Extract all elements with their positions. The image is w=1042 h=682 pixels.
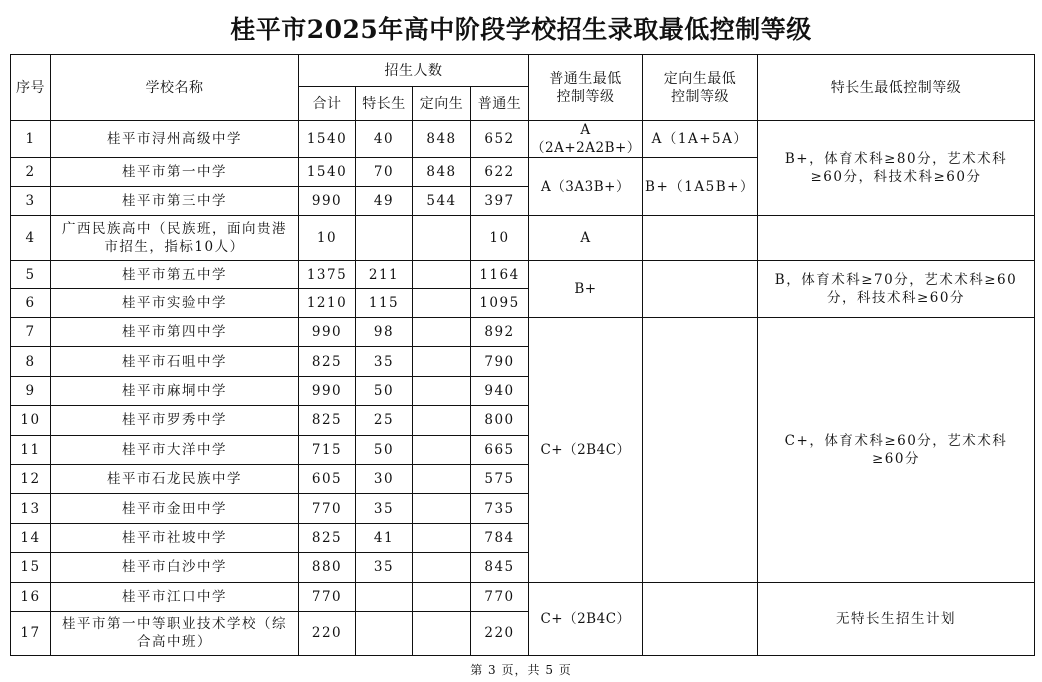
seq-cell: 10 — [11, 406, 51, 435]
header-row-1 — [11, 55, 1035, 87]
total-cell: 1375 — [299, 261, 356, 289]
seq-cell: 17 — [11, 611, 51, 655]
special-grade-cell: C+，体育术科≥60分，艺术术科≥60分 — [758, 318, 1035, 583]
header-school: 学校名称 — [51, 55, 299, 121]
seq-cell: 6 — [11, 289, 51, 318]
special-count-cell: 35 — [356, 553, 413, 582]
header-enroll: 招生人数 — [299, 55, 529, 87]
regular-count-cell: 940 — [471, 376, 529, 405]
school-name-cell: 桂平市第一中等职业技术学校（综合高中班） — [51, 611, 299, 655]
directed-grade-cell — [643, 582, 758, 655]
regular-count-cell: 220 — [471, 611, 529, 655]
seq-cell: 14 — [11, 523, 51, 552]
special-count-cell — [356, 216, 413, 261]
special-count-cell: 40 — [356, 121, 413, 158]
special-count-cell: 35 — [356, 347, 413, 376]
regular-grade-cell: C+（2B4C） — [529, 318, 643, 583]
school-name-cell: 桂平市罗秀中学 — [51, 406, 299, 435]
regular-count-cell: 622 — [471, 158, 529, 187]
regular-count-cell: 10 — [471, 216, 529, 261]
total-cell: 770 — [299, 582, 356, 611]
seq-cell: 15 — [11, 553, 51, 582]
special-count-cell: 41 — [356, 523, 413, 552]
seq-cell: 9 — [11, 376, 51, 405]
school-name-cell: 桂平市第一中学 — [51, 158, 299, 187]
special-grade-cell — [758, 216, 1035, 261]
directed-count-cell: 544 — [413, 187, 471, 216]
header-directed-grade: 定向生最低控制等级 — [643, 55, 758, 121]
directed-count-cell — [413, 582, 471, 611]
total-cell: 990 — [299, 187, 356, 216]
table-row — [11, 318, 1035, 347]
school-name-cell: 桂平市石龙民族中学 — [51, 464, 299, 493]
total-cell: 770 — [299, 494, 356, 523]
regular-grade-cell: A（3A3B+） — [529, 158, 643, 216]
total-cell: 220 — [299, 611, 356, 655]
directed-count-cell — [413, 347, 471, 376]
directed-grade-cell — [643, 261, 758, 318]
regular-count-cell: 892 — [471, 318, 529, 347]
regular-grade-cell: A（2A+2A2B+） — [529, 121, 643, 158]
directed-count-cell — [413, 289, 471, 318]
directed-count-cell — [413, 523, 471, 552]
special-count-cell: 50 — [356, 435, 413, 464]
regular-count-cell: 1164 — [471, 261, 529, 289]
total-cell: 10 — [299, 216, 356, 261]
special-count-cell: 211 — [356, 261, 413, 289]
directed-count-cell — [413, 406, 471, 435]
school-name-cell: 桂平市浔州高级中学 — [51, 121, 299, 158]
regular-count-cell: 1095 — [471, 289, 529, 318]
seq-cell: 7 — [11, 318, 51, 347]
header-total: 合计 — [299, 87, 356, 121]
page-number: 第 3 页，共 5 页 — [470, 663, 572, 677]
school-name-cell: 桂平市第四中学 — [51, 318, 299, 347]
seq-cell: 5 — [11, 261, 51, 289]
special-count-cell: 30 — [356, 464, 413, 493]
school-name-cell: 桂平市第三中学 — [51, 187, 299, 216]
directed-count-cell — [413, 376, 471, 405]
total-cell: 825 — [299, 406, 356, 435]
seq-cell: 3 — [11, 187, 51, 216]
seq-cell: 4 — [11, 216, 51, 261]
school-name-cell: 桂平市江口中学 — [51, 582, 299, 611]
regular-count-cell: 665 — [471, 435, 529, 464]
directed-count-cell: 848 — [413, 158, 471, 187]
school-name-cell: 桂平市社坡中学 — [51, 523, 299, 552]
total-cell: 990 — [299, 376, 356, 405]
seq-cell: 1 — [11, 121, 51, 158]
header-seq: 序号 — [11, 55, 51, 121]
school-name-cell: 广西民族高中（民族班，面向贵港市招生，指标10人） — [51, 216, 299, 261]
directed-grade-cell: A（1A+5A） — [643, 121, 758, 158]
regular-count-cell: 575 — [471, 464, 529, 493]
document-title: 桂平市2025年高中阶段学校招生录取最低控制等级 — [230, 15, 812, 44]
directed-count-cell — [413, 494, 471, 523]
special-count-cell: 115 — [356, 289, 413, 318]
school-name-cell: 桂平市金田中学 — [51, 494, 299, 523]
directed-count-cell — [413, 318, 471, 347]
special-grade-cell: B+，体育术科≥80分，艺术术科≥60分，科技术科≥60分 — [758, 121, 1035, 216]
total-cell: 880 — [299, 553, 356, 582]
school-name-cell: 桂平市麻垌中学 — [51, 376, 299, 405]
header-directed: 定向生 — [413, 87, 471, 121]
seq-cell: 13 — [11, 494, 51, 523]
total-cell: 1540 — [299, 121, 356, 158]
seq-cell: 12 — [11, 464, 51, 493]
header-regular: 普通生 — [471, 87, 529, 121]
header-special: 特长生 — [356, 87, 413, 121]
total-cell: 1210 — [299, 289, 356, 318]
special-count-cell — [356, 611, 413, 655]
table-row — [11, 216, 1035, 261]
regular-count-cell: 800 — [471, 406, 529, 435]
total-cell: 605 — [299, 464, 356, 493]
regular-grade-cell: C+（2B4C） — [529, 582, 643, 655]
special-count-cell: 98 — [356, 318, 413, 347]
total-cell: 825 — [299, 523, 356, 552]
regular-count-cell: 784 — [471, 523, 529, 552]
special-count-cell: 49 — [356, 187, 413, 216]
directed-grade-cell — [643, 216, 758, 261]
regular-count-cell: 770 — [471, 582, 529, 611]
total-cell: 1540 — [299, 158, 356, 187]
regular-count-cell: 397 — [471, 187, 529, 216]
header-regular-grade: 普通生最低控制等级 — [529, 55, 643, 121]
regular-count-cell: 735 — [471, 494, 529, 523]
special-count-cell: 35 — [356, 494, 413, 523]
table-body — [11, 121, 1035, 656]
seq-cell: 11 — [11, 435, 51, 464]
school-name-cell: 桂平市第五中学 — [51, 261, 299, 289]
regular-count-cell: 790 — [471, 347, 529, 376]
school-name-cell: 桂平市白沙中学 — [51, 553, 299, 582]
regular-grade-cell: A — [529, 216, 643, 261]
directed-count-cell: 848 — [413, 121, 471, 158]
special-grade-cell: 无特长生招生计划 — [758, 582, 1035, 655]
special-grade-cell: B，体育术科≥70分，艺术术科≥60分，科技术科≥60分 — [758, 261, 1035, 318]
directed-count-cell — [413, 435, 471, 464]
school-name-cell: 桂平市实验中学 — [51, 289, 299, 318]
directed-count-cell — [413, 464, 471, 493]
regular-count-cell: 845 — [471, 553, 529, 582]
directed-count-cell — [413, 553, 471, 582]
total-cell: 990 — [299, 318, 356, 347]
special-count-cell: 25 — [356, 406, 413, 435]
directed-count-cell — [413, 216, 471, 261]
regular-grade-cell: B+ — [529, 261, 643, 318]
school-name-cell: 桂平市大洋中学 — [51, 435, 299, 464]
seq-cell: 8 — [11, 347, 51, 376]
total-cell: 715 — [299, 435, 356, 464]
table-row — [11, 582, 1035, 611]
directed-grade-cell — [643, 318, 758, 583]
seq-cell: 2 — [11, 158, 51, 187]
total-cell: 825 — [299, 347, 356, 376]
regular-count-cell: 652 — [471, 121, 529, 158]
table-row — [11, 261, 1035, 289]
special-count-cell — [356, 582, 413, 611]
directed-grade-cell: B+（1A5B+） — [643, 158, 758, 216]
header-special-grade: 特长生最低控制等级 — [758, 55, 1035, 121]
special-count-cell: 50 — [356, 376, 413, 405]
admission-grade-table — [10, 54, 1035, 656]
directed-count-cell — [413, 261, 471, 289]
table-row — [11, 121, 1035, 158]
directed-count-cell — [413, 611, 471, 655]
school-name-cell: 桂平市石咀中学 — [51, 347, 299, 376]
seq-cell: 16 — [11, 582, 51, 611]
special-count-cell: 70 — [356, 158, 413, 187]
